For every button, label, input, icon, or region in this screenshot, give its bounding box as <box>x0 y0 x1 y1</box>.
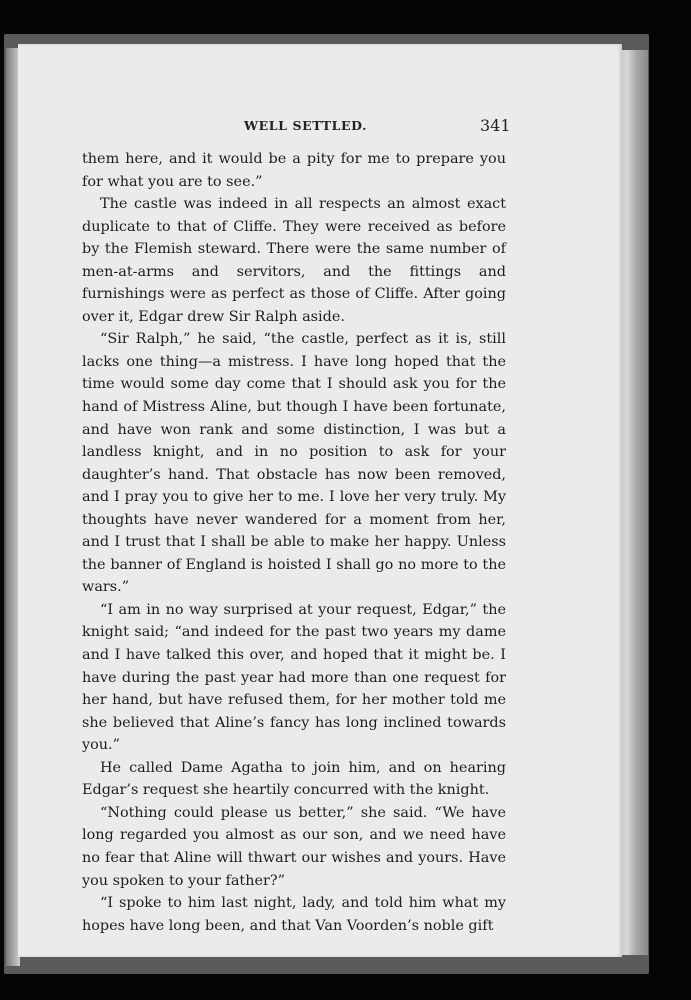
paragraph-knight-reply: “I am in no way surprised at your request, Edgar,” the knight said; “and indeed for the past two years my dame and I have talked this over, and hoped that it might be. I have during the past year had more than one request for her hand, but have refused them, for her mother told me she believed that Aline’s fancy has long inclined towards you.” <box>82 601 506 754</box>
running-head <box>18 116 622 136</box>
running-title: WELL SETTLED. <box>244 118 368 133</box>
paragraph-castle: The castle was indeed in all respects an almost exact duplicate to that of Cliffe. They were received as before by the Flemish steward. There were the same number of men-at-arms and servitors, and the fittings and furnishings were as perfect as those of Cliffe. After going over it, Edgar drew Sir Ralph aside. <box>82 196 506 325</box>
paragraph-edgar-request: “Sir Ralph,” he said, “the castle, perfect as it is, still lacks one thing—a mistress. I have long hoped that the time would some day come that I should ask you for the hand of Mistress Aline, but though I have been fortunate, and have won rank and some distinction, I was but a landless knight, and in no position to ask for your daughter’s hand. That obstacle has now been removed, and I pray you to give her to me. I love her very truly. My thoughts have never wandered for a moment from her, and I trust that I shall be able to make her happy. Unless the banner of England is hoisted I shall go no more to the wars.” <box>82 331 506 596</box>
page-block-right-edge <box>618 50 648 955</box>
page-number: 341 <box>480 116 511 135</box>
body-text <box>82 148 506 937</box>
paragraph-continued: them here, and it would be a pity for me to prepare you for what you are to see.” <box>82 151 506 190</box>
paragraph-edgar-answer: “I spoke to him last night, lady, and told him what my hopes have long been, and that Van Voorden’s noble gift <box>82 895 506 934</box>
paragraph-dame-agatha: He called Dame Agatha to join him, and on hearing Edgar’s request she heartily concurred with the knight. <box>82 759 506 799</box>
paragraph-agatha-speech: “Nothing could please us better,” she said. “We have long regarded you almost as our son, and we need have no fear that Aline will thwart our wishes and yours. Have you spoken to your father?” <box>82 804 506 889</box>
book-page <box>18 44 622 957</box>
